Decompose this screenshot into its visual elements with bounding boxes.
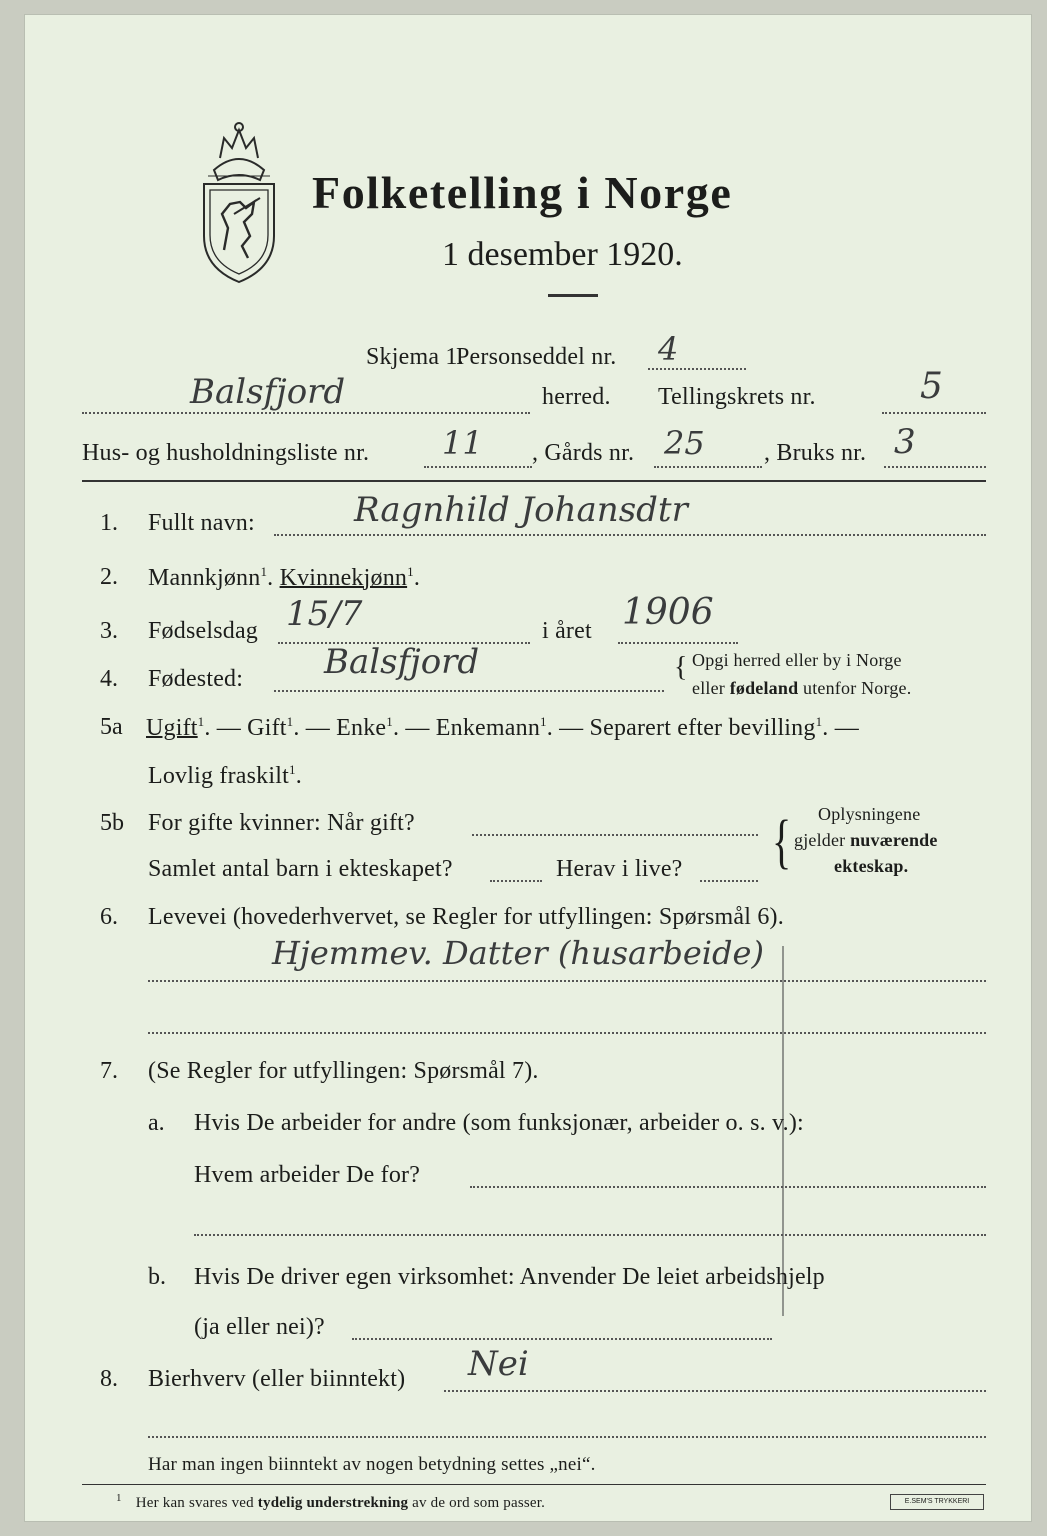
q2-male[interactable]: Mannkjønn	[148, 565, 261, 591]
q1-value[interactable]: Ragnhild Johansdtr	[354, 490, 688, 530]
q8-value[interactable]: Nei	[468, 1344, 529, 1384]
q5a-fraskilt[interactable]: Lovlig fraskilt	[148, 763, 289, 789]
schema-label: Skjema 1.	[366, 344, 464, 370]
note-text: gjelder	[794, 830, 851, 850]
q5b-note-line3: ekteskap.	[834, 856, 909, 876]
q7a-line-2	[194, 1234, 986, 1236]
bruks-line	[884, 466, 986, 468]
brace-icon: {	[674, 652, 688, 683]
footnote-mark: 1	[260, 564, 268, 579]
brace-icon: {	[772, 807, 792, 875]
q7a-text: Hvis De arbeider for andre (som funksjonær, arbeider o. s. v.):	[194, 1110, 804, 1136]
note-bold-text: fødeland	[729, 678, 799, 698]
separator: .	[392, 715, 400, 741]
note-bold-text: nuværende	[850, 830, 938, 850]
q2-number: 2.	[100, 564, 118, 590]
q6-line-2	[148, 1032, 986, 1034]
herred-line	[82, 412, 530, 414]
q5a-gift[interactable]: — Gift	[216, 715, 287, 741]
form-title: Folketelling i Norge	[312, 167, 733, 218]
q5a-enkemann[interactable]: — Enkemann	[405, 715, 541, 741]
q5a-fraskilt-row	[148, 762, 302, 790]
q4-line	[274, 690, 664, 692]
census-form	[24, 14, 1032, 1522]
q4-value[interactable]: Balsfjord	[324, 642, 480, 682]
herred-value[interactable]: Balsfjord	[190, 372, 346, 412]
footnote-mark: 1	[540, 714, 547, 729]
bruks-value[interactable]: 3	[894, 422, 916, 462]
q5b-note-line1: Oplysningene	[818, 804, 921, 824]
note-text: utenfor Norge.	[798, 678, 912, 698]
printer-stamp: E.SEM'S TRYKKERI	[890, 1494, 984, 1510]
husliste-label: Hus- og husholdningsliste nr.	[82, 440, 370, 466]
q7a-sub: Hvem arbeider De for?	[194, 1162, 421, 1188]
tellingskrets-value[interactable]: 5	[920, 366, 943, 407]
q1-number: 1.	[100, 510, 118, 536]
footnote-mark: 1	[407, 564, 414, 579]
q2-female[interactable]: Kvinnekjønn	[279, 565, 408, 591]
header-separator	[82, 480, 986, 482]
footer-separator	[82, 1484, 986, 1485]
q5a-options	[146, 714, 859, 742]
q3-number: 3.	[100, 618, 118, 644]
q7b-line	[352, 1338, 772, 1340]
q5a-ugift[interactable]: Ugift	[146, 715, 198, 741]
q6-label: Levevei (hovederhvervet, se Regler for utfyllingen: Spørsmål 6).	[148, 904, 784, 930]
q8-number: 8.	[100, 1366, 118, 1392]
q7b-text: Hvis De driver egen virksomhet: Anvender De leiet arbeidshjelp	[194, 1264, 825, 1290]
separator: .	[546, 715, 553, 741]
footnote-mark: 1	[815, 714, 823, 729]
q4-note-line2	[692, 678, 911, 699]
note-text: eller	[692, 678, 730, 698]
q5a-number: 5a	[100, 714, 123, 740]
q7-number: 7.	[100, 1058, 118, 1084]
q4-label: Fødested:	[148, 666, 244, 692]
footnote-mark: 1	[386, 714, 393, 729]
q8-line-2	[148, 1436, 986, 1438]
q5b-alive-label: Herav i live?	[556, 856, 683, 882]
footnote-mark: 1	[288, 762, 296, 777]
q4-note-line1: Opgi herred eller by i Norge	[692, 650, 902, 670]
q3-label: Fødselsdag	[148, 618, 258, 644]
q7a-line-1	[470, 1186, 986, 1188]
husliste-line	[424, 466, 532, 468]
personseddel-label: Personseddel nr.	[456, 344, 617, 370]
q5b-children-label: Samlet antal barn i ekteskapet?	[148, 856, 453, 882]
q5b-number: 5b	[100, 810, 124, 836]
separator: .	[267, 565, 274, 591]
footer-note: Har man ingen biinntekt av nogen betydning settes „nei“.	[148, 1454, 596, 1475]
gards-value[interactable]: 25	[664, 424, 705, 462]
separator: . —	[822, 715, 859, 741]
q7-label: (Se Regler for utfyllingen: Spørsmål 7).	[148, 1058, 539, 1084]
footnote-mark: 1	[197, 714, 205, 729]
husliste-value[interactable]: 11	[442, 424, 483, 462]
gards-line	[654, 466, 762, 468]
footnote-bold-text: tydelig understrekning	[257, 1495, 409, 1511]
q7b-sub: (ja eller nei)?	[194, 1314, 325, 1340]
q3-value[interactable]: 15/7	[286, 594, 363, 634]
herred-label: herred.	[542, 384, 611, 410]
q5b-alive-line	[700, 880, 758, 882]
q5b-children-line	[490, 880, 542, 882]
q5b-married-line	[472, 834, 758, 836]
q4-number: 4.	[100, 666, 118, 692]
q7a-letter: a.	[148, 1110, 165, 1136]
footnote-mark: 1	[286, 714, 294, 729]
separator: .	[293, 715, 300, 741]
q5b-label: For gifte kvinner: Når gift?	[148, 810, 415, 836]
q8-line	[444, 1390, 986, 1392]
q1-line	[274, 534, 986, 536]
personseddel-line	[648, 368, 746, 370]
title-divider	[548, 294, 598, 297]
bruks-label: , Bruks nr.	[764, 440, 867, 466]
separator: .	[295, 763, 302, 789]
form-date: 1 desember 1920.	[442, 236, 683, 273]
q5a-separert[interactable]: — Separert efter bevilling	[559, 715, 816, 741]
personseddel-value[interactable]: 4	[658, 330, 679, 368]
q8-label: Bierhverv (eller biinntekt)	[148, 1366, 406, 1392]
footnote-number: 1	[116, 1492, 122, 1504]
q5a-enke[interactable]: — Enke	[305, 715, 387, 741]
footnote-text: Her kan svares ved	[135, 1495, 258, 1511]
tellingskrets-label: Tellingskrets nr.	[658, 384, 816, 410]
separator: .	[413, 565, 421, 591]
q6-number: 6.	[100, 904, 118, 930]
gards-label: , Gårds nr.	[532, 440, 635, 466]
tellingskrets-line	[882, 412, 986, 414]
q5b-note-line2	[794, 830, 938, 851]
coat-of-arms-icon	[194, 118, 284, 288]
q6-line-1	[148, 980, 986, 982]
footnote-text: av de ord som passer.	[408, 1495, 546, 1511]
q3-year-label: i året	[542, 618, 592, 644]
q3-year-line	[618, 642, 738, 644]
separator: .	[204, 715, 211, 741]
q3-year-value[interactable]: 1906	[622, 592, 714, 633]
q1-label: Fullt navn:	[148, 510, 255, 536]
q2-options	[148, 564, 420, 592]
footnote	[116, 1492, 545, 1512]
q6-value[interactable]: Hjemmev. Datter (husarbeide)	[272, 934, 764, 972]
q7b-letter: b.	[148, 1264, 166, 1290]
